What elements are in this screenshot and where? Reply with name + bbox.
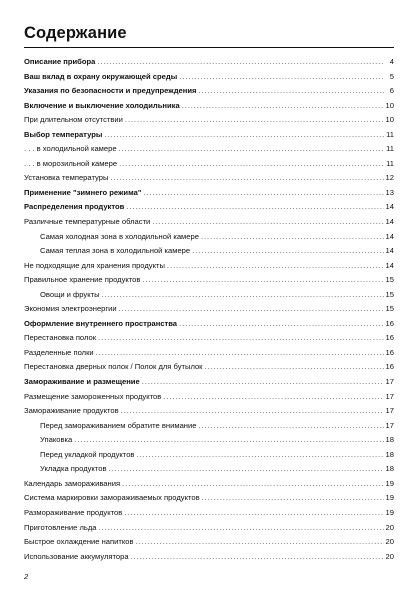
toc-entry[interactable]: [24, 521, 394, 536]
dot-leader: [119, 302, 384, 317]
dot-leader: [124, 506, 383, 521]
toc-entry-title: Применение "зимнего режима": [24, 187, 142, 197]
dot-leader: [126, 200, 383, 215]
toc-entry[interactable]: [24, 404, 394, 419]
toc-entry-page: 16: [385, 318, 394, 328]
toc-entry[interactable]: [24, 113, 394, 128]
toc-entry-page: 15: [385, 289, 394, 299]
toc-entry-page: 16: [385, 333, 394, 343]
toc-entry-title: Размещение замороженных продуктов: [24, 391, 162, 401]
toc-entry-page: 14: [385, 260, 394, 270]
toc-entry[interactable]: [24, 360, 394, 375]
dot-leader: [198, 419, 383, 434]
toc-entry-page: 20: [385, 522, 394, 532]
toc-entry[interactable]: [24, 55, 394, 70]
toc-entry[interactable]: [24, 390, 394, 405]
toc-entry-title: Перед укладкой продуктов: [40, 449, 135, 459]
dot-leader: [110, 171, 383, 186]
dot-leader: [152, 215, 383, 230]
toc-entry[interactable]: [24, 550, 394, 565]
toc-entry[interactable]: [24, 491, 394, 506]
dot-leader: [104, 128, 384, 143]
toc-entry-page: 11: [386, 158, 394, 168]
toc-entry-page: 19: [385, 507, 394, 517]
toc-entry[interactable]: [24, 157, 394, 172]
dot-leader: [198, 84, 384, 99]
dot-leader: [201, 230, 384, 245]
toc-entry-title: Перестановка дверных полок / Полок для бутылок: [24, 362, 203, 372]
toc-entry-title: Самая теплая зона в холодильной камере: [40, 246, 191, 256]
toc-entry-page: 18: [385, 449, 394, 459]
toc-entry-title: . . . в холодильной камере: [24, 144, 117, 154]
toc-entry-title: Ваш вклад в охрану окружающей среды: [24, 71, 178, 81]
dot-leader: [205, 360, 384, 375]
toc-entry[interactable]: [24, 142, 394, 157]
toc-entry-title: Разделенные полки: [24, 347, 94, 357]
dot-leader: [192, 244, 383, 259]
toc-entry-page: 4: [389, 57, 394, 66]
toc-entry-page: 17: [385, 420, 394, 430]
toc-entry-page: 6: [389, 86, 394, 96]
dot-leader: [99, 521, 384, 536]
toc-entry[interactable]: [24, 317, 394, 332]
toc-entry-title: Оформление внутреннего пространства: [24, 318, 178, 328]
toc-entry-page: 17: [385, 391, 394, 401]
toc-entry-title: Самая холодная зона в холодильной камере: [40, 231, 199, 241]
toc-entry[interactable]: [24, 448, 394, 463]
dot-leader: [121, 404, 384, 419]
toc-entry-page: 15: [385, 304, 394, 314]
toc-entry[interactable]: [24, 84, 394, 99]
toc-entry[interactable]: [24, 186, 394, 201]
toc-entry[interactable]: [24, 375, 394, 390]
toc-entry[interactable]: [24, 244, 394, 259]
dot-leader: [163, 390, 383, 405]
toc-entry-page: 17: [385, 377, 394, 387]
toc-entry-page: 16: [385, 362, 394, 372]
toc-entry-page: 14: [385, 217, 394, 227]
dot-leader: [136, 448, 383, 463]
toc-entry-page: 14: [385, 246, 394, 256]
dot-leader: [179, 317, 384, 332]
dot-leader: [96, 346, 384, 361]
toc-entry-title: Перед замораживанием обратите внимание: [40, 420, 197, 430]
toc-entry-title: Система маркировки замораживаемых продуктов: [24, 493, 200, 503]
toc-entry[interactable]: [24, 273, 394, 288]
toc-entry-title: Приготовление льда: [24, 522, 97, 532]
page-title: Содержание: [24, 24, 127, 42]
toc-entry[interactable]: [24, 419, 394, 434]
toc-entry[interactable]: [24, 302, 394, 317]
title-divider: [24, 47, 394, 48]
toc-entry-page: 11: [386, 144, 394, 154]
toc-entry[interactable]: [24, 477, 394, 492]
toc-entry[interactable]: [24, 535, 394, 550]
dot-leader: [142, 375, 384, 390]
toc-entry-page: 16: [385, 347, 394, 357]
toc-entry[interactable]: [24, 70, 394, 85]
toc-entry-title: . . . в морозильной камере: [24, 158, 118, 168]
toc-entry-title: Замораживание и размещение: [24, 377, 140, 387]
toc-entry-title: Установка температуры: [24, 173, 109, 183]
toc-entry[interactable]: [24, 346, 394, 361]
toc-entry-title: При длительном отсутствии: [24, 115, 123, 125]
toc-entry-page: 18: [385, 435, 394, 445]
toc-entry-page: 10: [385, 115, 394, 125]
toc-entry-page: 11: [386, 129, 394, 139]
toc-entry[interactable]: [24, 128, 394, 143]
toc-entry-page: 14: [385, 231, 394, 241]
page-number: 2: [24, 572, 29, 581]
toc-entry-page: 14: [385, 202, 394, 212]
toc-entry[interactable]: [24, 171, 394, 186]
toc-entry-title: Различные температурные области: [24, 217, 151, 227]
toc-entry[interactable]: [24, 99, 394, 114]
toc-entry-title: Включение и выключение холодильника: [24, 100, 180, 110]
toc-entry-title: Овощи и фрукты: [40, 289, 100, 299]
toc-entry-page: 19: [385, 493, 394, 503]
dot-leader: [182, 99, 384, 114]
dot-leader: [179, 70, 384, 85]
toc-entry-page: 18: [385, 464, 394, 474]
dot-leader: [202, 491, 384, 506]
dot-leader: [142, 273, 383, 288]
toc-entry-page: 12: [385, 173, 394, 183]
toc-entry-title: Не подходящие для хранения продукты: [24, 260, 165, 270]
toc-entry[interactable]: [24, 215, 394, 230]
dot-leader: [143, 186, 383, 201]
dot-leader: [167, 259, 384, 274]
toc-entry-title: Экономия электроэнергии: [24, 304, 117, 314]
toc-entry-page: 20: [385, 551, 394, 561]
dot-leader: [98, 331, 384, 346]
dot-leader: [74, 433, 383, 448]
toc-entry[interactable]: [24, 259, 394, 274]
toc-entry[interactable]: [24, 230, 394, 245]
toc-entry[interactable]: [24, 462, 394, 477]
dot-leader: [102, 288, 384, 303]
toc-entry-page: 19: [385, 478, 394, 488]
toc-entry-page: 15: [385, 275, 394, 285]
table-of-contents: [24, 55, 394, 564]
toc-entry-page: 10: [385, 100, 394, 110]
toc-entry-title: Упаковка: [40, 435, 73, 445]
toc-entry[interactable]: [24, 506, 394, 521]
dot-leader: [97, 55, 384, 70]
toc-entry-title: Перестановка полок: [24, 333, 97, 343]
toc-entry-title: Календарь замораживания: [24, 478, 121, 488]
toc-entry-page: 13: [385, 187, 394, 197]
toc-entry-title: Распределения продуктов: [24, 202, 125, 212]
toc-entry-page: 20: [385, 537, 394, 547]
toc-entry[interactable]: [24, 200, 394, 215]
toc-entry-title: Правильное хранение продуктов: [24, 275, 141, 285]
toc-entry-title: Использование аккумулятора: [24, 551, 129, 561]
toc-entry-title: Указания по безопасности и предупреждения: [24, 86, 197, 96]
toc-entry-title: Замораживание продуктов: [24, 406, 119, 416]
dot-leader: [122, 477, 383, 492]
toc-entry-title: Описание прибора: [24, 57, 96, 66]
dot-leader: [119, 142, 384, 157]
toc-entry[interactable]: [24, 433, 394, 448]
dot-leader: [131, 550, 384, 565]
toc-entry[interactable]: [24, 331, 394, 346]
toc-entry-page: 5: [389, 71, 394, 81]
toc-entry-title: Выбор температуры: [24, 129, 103, 139]
toc-entry[interactable]: [24, 288, 394, 303]
dot-leader: [119, 157, 384, 172]
dot-leader: [125, 113, 384, 128]
toc-entry-title: Размораживание продуктов: [24, 507, 123, 517]
toc-entry-title: Укладка продуктов: [40, 464, 107, 474]
dot-leader: [108, 462, 383, 477]
toc-entry-title: Быстрое охлаждение напитков: [24, 537, 134, 547]
dot-leader: [136, 535, 384, 550]
toc-entry-page: 17: [385, 406, 394, 416]
